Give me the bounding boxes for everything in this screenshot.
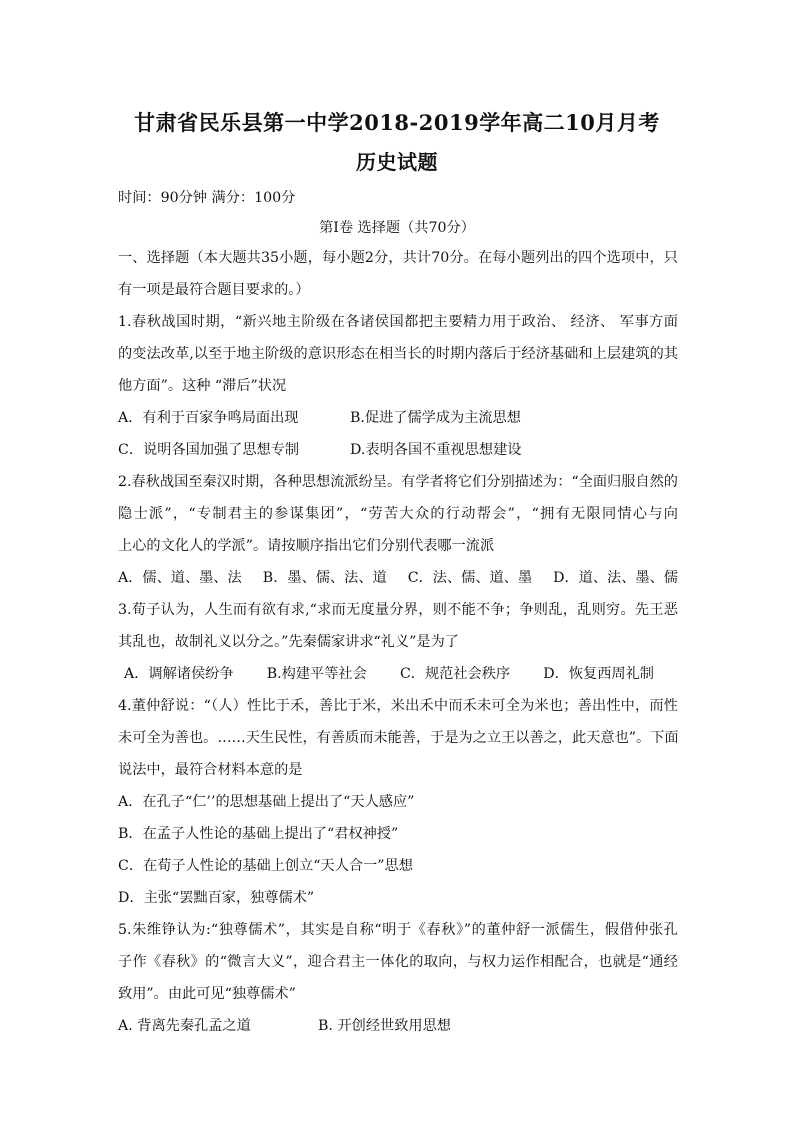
option-a: A．儒、道、墨、法	[118, 570, 242, 586]
question-2-text: 2.春秋战国至秦汉时期，各种思想流派纷呈。有学者将它们分别描述为：“全面归服自然的	[118, 474, 678, 490]
question-4-text: 未可全为善也。……天生民性，有善质而未能善，于是为之立王以善之，此天意也”。下面	[118, 730, 679, 746]
instructions-line: 一、选择题（本大题共35小题，每小题2分，共计70分。在每小题列出的四个选项中，只	[118, 250, 678, 266]
option-b: B.构建平等社会	[266, 666, 367, 682]
option-b: B. 开创经世致用思想	[318, 1018, 451, 1034]
option-d: D．恢复西周礼制	[543, 666, 654, 682]
question-4-text: 说法中，最符合材料本意的是	[118, 762, 303, 778]
option-c: C．说明各国加强了思想专制	[118, 442, 300, 458]
question-2-text: 上心的文化人的学派”。请按顺序指出它们分别代表哪一流派	[118, 538, 495, 554]
question-5-text: 5.朱维铮认为:“独尊儒术”，其实是自称“明于《春秋》”的董仲舒一派儒生，假借仲张孔	[118, 922, 678, 938]
question-1-options-row	[118, 408, 678, 428]
question-1-text: 他方面”。这种 “滞后”状况	[118, 378, 287, 394]
exam-subtitle: 历史试题	[356, 150, 438, 174]
exam-info: 时间：90分钟 满分：100分	[118, 190, 296, 206]
option-a: A．在孔子“仁’’的思想基础上提出了“天人感应”	[118, 794, 415, 810]
question-2-options-row	[118, 568, 678, 588]
instructions-line: 有一项是最符合题目要求的。）	[118, 282, 310, 298]
question-5-text: 子作《春秋》的“微言大义”，迎合君主一体化的取向，与权力运作相配合，也就是“通经	[118, 954, 678, 970]
question-5-options-row	[118, 1016, 678, 1036]
section-title: 第Ⅰ卷 选择题（共70分）	[319, 220, 475, 236]
option-a: A．调解诸侯纷争	[124, 666, 234, 682]
option-a: A．有利于百家争鸣局面出现	[118, 410, 299, 426]
exam-title: 甘肃省民乐县第一中学2018-2019学年高二10月月考	[134, 110, 660, 135]
option-b: B．墨、儒、法、道	[262, 570, 387, 586]
question-3-text: 3.荀子认为，人生而有欲有求,“求而无度量分界，则不能不争；争则乱，乱则穷。先王恶	[118, 602, 678, 618]
question-1-options-row	[118, 440, 678, 460]
question-2-text: 隐士派”，“专制君主的参谋集团”，“劳苦大众的行动帮会”，“拥有无限同情心与向	[118, 506, 678, 522]
question-3-text: 其乱也，故制礼义以分之。”先秦儒家讲求“礼义”是为了	[118, 634, 459, 650]
option-b: B.促进了儒学成为主流思想	[350, 410, 521, 426]
option-c: C．规范社会秩序	[399, 666, 511, 682]
option-d: D.表明各国不重视思想建设	[350, 442, 522, 458]
option-d: D．道、法、墨、儒	[553, 570, 678, 586]
question-3-options-row	[124, 664, 654, 684]
option-c: C．法、儒、道、墨	[407, 570, 533, 586]
option-a: A. 背离先秦孔孟之道	[118, 1018, 251, 1034]
option-b: B．在孟子人性论的基础上提出了“君权神授”	[118, 826, 399, 842]
option-d: D．主张“罢黜百家，独尊儒术”	[118, 890, 315, 906]
question-5-text: 致用”。由此可见“独尊儒术”	[118, 986, 296, 1002]
question-1-text: 的变法改革,以至于地主阶级的意识形态在相当长的时期内落后于经济基础和上层建筑的其	[118, 346, 678, 362]
question-4-text: 4.董仲舒说：“（人）性比于禾，善比于米，米出禾中而禾未可全为米也；善出性中，而性	[118, 698, 678, 714]
option-c: C．在荀子人性论的基础上创立“天人合一”思想	[118, 858, 413, 874]
question-1-text: 1.春秋战国时期，“新兴地主阶级在各诸侯国都把主要精力用于政治、 经济、 军事方面	[118, 314, 678, 330]
